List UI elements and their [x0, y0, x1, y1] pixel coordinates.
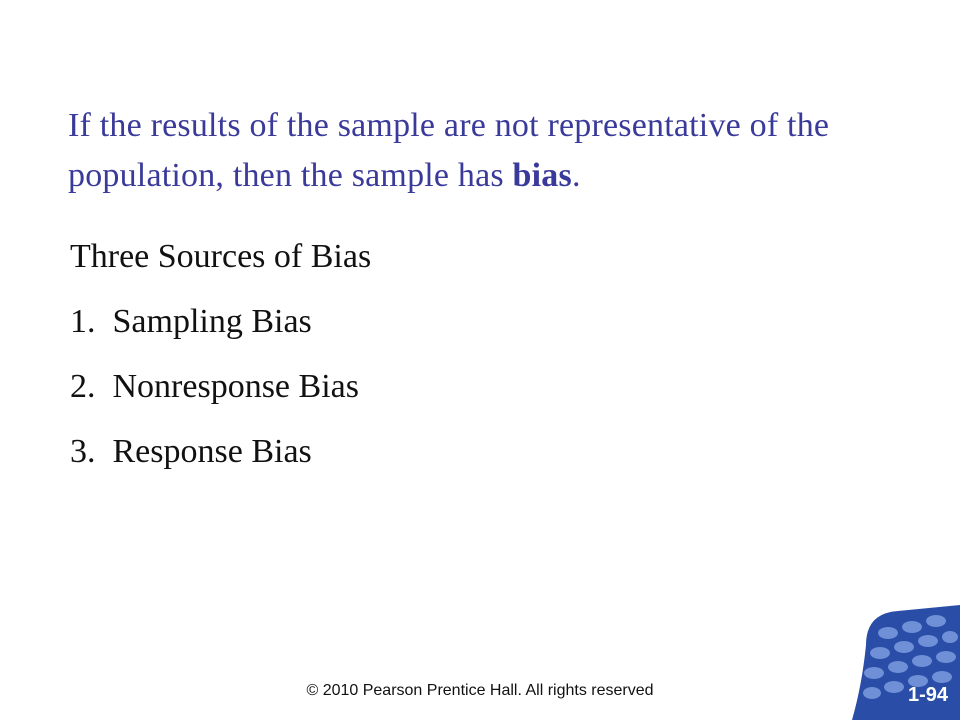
- list-item: [70, 430, 359, 474]
- bias-sources-list: [70, 300, 359, 495]
- intro-statement: [68, 101, 908, 201]
- list-item: [70, 300, 359, 344]
- intro-bold-term: bias: [512, 157, 572, 194]
- list-item-number: 3.: [70, 433, 96, 470]
- intro-end: .: [571, 157, 581, 194]
- sources-heading: Three Sources of Bias: [70, 238, 372, 275]
- page-number: 1-94: [907, 684, 948, 706]
- list-item-number: 1.: [70, 303, 96, 340]
- list-item-label: Response Bias: [112, 433, 312, 470]
- list-item-label: Nonresponse Bias: [112, 368, 359, 405]
- list-item-label: Sampling Bias: [112, 303, 312, 340]
- list-item-number: 2.: [70, 368, 96, 405]
- copyright-footer: © 2010 Pearson Prentice Hall. All rights reserved: [306, 682, 654, 699]
- intro-text: If the results of the sample are not representative of the population, then the sample has: [68, 107, 830, 194]
- list-item: [70, 365, 359, 409]
